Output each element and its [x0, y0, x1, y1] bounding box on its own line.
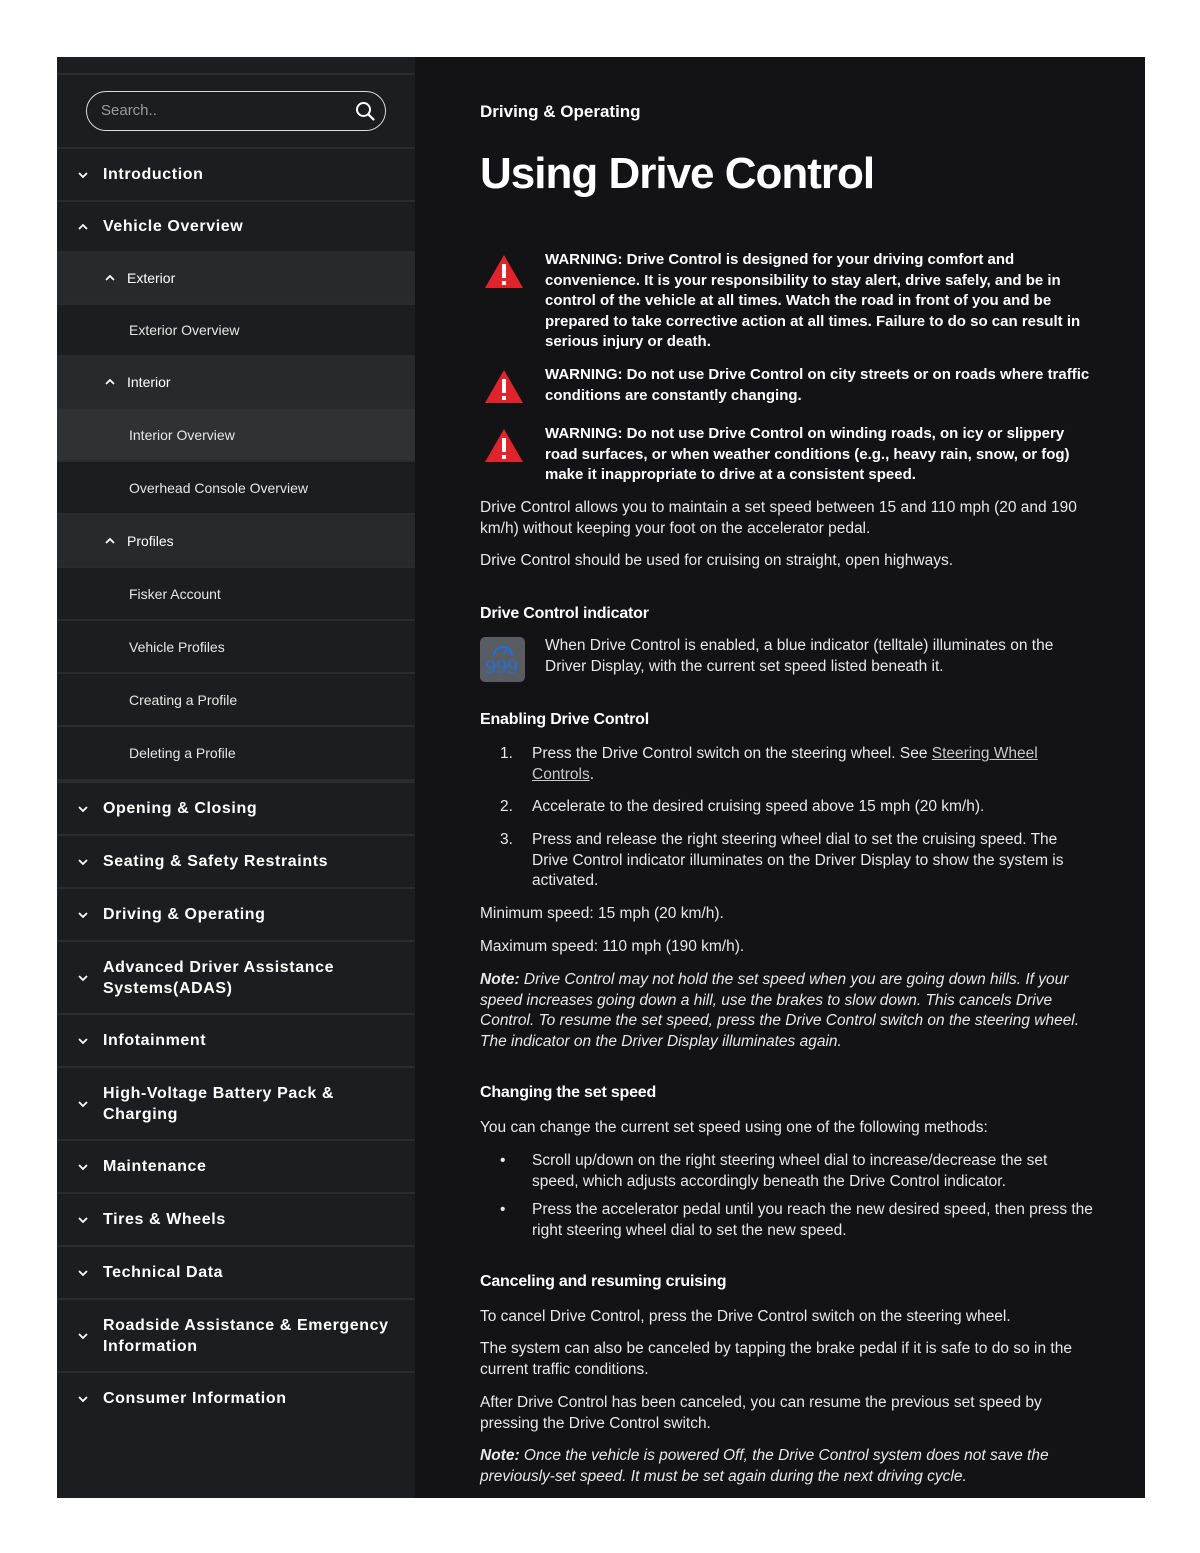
sidebar-item-label: Creating a Profile [129, 691, 238, 708]
warning-text: WARNING: Do not use Drive Control on winding roads, on icy or slippery road surfaces, or when weather conditions (e.g., heavy rain, snow, or fog) make it inappropriate to drive at a consistent speed. [545, 425, 1070, 483]
sidebar-item-label: Profiles [127, 532, 174, 549]
chevron-down-icon [77, 1330, 89, 1342]
chevron-down-icon [77, 909, 89, 921]
warning-icon [484, 428, 524, 464]
chevron-down-icon [77, 1098, 89, 1110]
chevron-down-icon [77, 1035, 89, 1047]
page-title: Using Drive Control [480, 149, 875, 198]
sidebar-item-overhead-console-overview[interactable] [57, 460, 415, 513]
section-heading: Changing the set speed [480, 1084, 657, 1101]
manual-page [57, 57, 1145, 1498]
sidebar-item-exterior-overview[interactable] [57, 303, 415, 355]
sidebar-item-label: Interior [127, 374, 171, 390]
list-text: Press the accelerator pedal until you reach the new desired speed, then press the right steering wheel dial to set the new speed. [532, 1201, 1093, 1239]
max-speed: Maximum speed: 110 mph (190 km/h). [480, 938, 745, 955]
search-box[interactable] [86, 91, 386, 131]
sidebar-item-interior-overview[interactable] [57, 407, 415, 460]
section-heading: Enabling Drive Control [480, 711, 649, 728]
sidebar-item-opening-closing[interactable] [57, 779, 415, 834]
warning-text: WARNING: Do not use Drive Control on city streets or on roads where traffic conditions are constantly changing. [545, 366, 1090, 404]
breadcrumb[interactable]: Driving & Operating [480, 102, 641, 121]
sidebar-item-label: Roadside Assistance & Emergency Information [103, 1316, 389, 1355]
sidebar-item-label: Fisker Account [129, 585, 221, 602]
note-paragraph [480, 1446, 1095, 1487]
sidebar-item-vehicle-profiles[interactable] [57, 619, 415, 672]
sidebar-item-label: Driving & Operating [103, 906, 266, 923]
chevron-down-icon [77, 803, 89, 815]
sidebar-item-label: Interior Overview [129, 426, 235, 443]
step-text: Press the Drive Control switch on the steering wheel. See [532, 745, 932, 762]
list-number: 1. [500, 745, 513, 762]
canceling-paragraph: The system can also be canceled by tapping the brake pedal if it is safe to do so in the current traffic conditions. [480, 1340, 1072, 1378]
sidebar-item-label: Opening & Closing [103, 800, 258, 817]
warning-icon [484, 254, 524, 290]
sidebar-item-label: Overhead Console Overview [129, 479, 308, 496]
changing-intro: You can change the current set speed using one of the following methods: [480, 1119, 988, 1136]
sidebar-item-label: Exterior [127, 270, 176, 286]
sidebar-item-roadside-assistance[interactable] [57, 1298, 415, 1371]
intro-paragraph: Drive Control allows you to maintain a set speed between 15 and 110 mph (20 and 190 km/h) without keeping your foot on the accelerator pedal. [480, 499, 1077, 537]
bullet: • [500, 1201, 506, 1218]
sidebar-item-maintenance[interactable] [57, 1139, 415, 1192]
chevron-down-icon [77, 1267, 89, 1279]
section-heading: Canceling and resuming cruising [480, 1273, 727, 1290]
indicator-description: When Drive Control is enabled, a blue indicator (telltale) illuminates on the Driver Display, with the current set speed listed beneath it. [545, 637, 1054, 675]
sidebar-item-fisker-account[interactable] [57, 566, 415, 619]
section-heading: Drive Control indicator [480, 605, 649, 622]
chevron-up-icon [104, 272, 116, 284]
note-text: Drive Control may not hold the set speed when you are going down hills. If your speed increases going down a hill, use the brakes to slow down. This cancels Drive Control. To resume the set speed, press the Drive Control switch on the steering wheel. The indicator on the Driver Display illuminates again. [480, 971, 1080, 1050]
search-input[interactable] [101, 92, 341, 129]
note-paragraph [480, 970, 1095, 1052]
warning-text: WARNING: Drive Control is designed for your driving comfort and convenience. It is your responsibility to stay alert, drive safely, and be in control of the vehicle at all times. Watch the road in front of you and be prepared to take corrective action at all times. Failure to do so can result in serious injury or death. [545, 251, 1081, 350]
sidebar-item-creating-a-profile[interactable] [57, 672, 415, 725]
canceling-paragraph: After Drive Control has been canceled, you can resume the previous set speed by pressing the Drive Control switch. [480, 1394, 1042, 1432]
sidebar [57, 57, 415, 1498]
sidebar-item-deleting-a-profile[interactable] [57, 725, 415, 779]
sidebar-item-introduction[interactable] [57, 147, 415, 200]
sidebar-item-exterior[interactable] [57, 251, 415, 303]
sidebar-item-adas[interactable] [57, 940, 415, 1013]
note-text: Once the vehicle is powered Off, the Drive Control system does not save the previously-set speed. It must be set again during the next driving cycle. [480, 1447, 1049, 1485]
sidebar-top-divider [57, 57, 415, 75]
sidebar-item-battery-charging[interactable] [57, 1066, 415, 1139]
canceling-paragraph: To cancel Drive Control, press the Drive Control switch on the steering wheel. [480, 1308, 1011, 1325]
sidebar-item-label: High-Voltage Battery Pack & Charging [103, 1084, 335, 1123]
list-text: Press and release the right steering wheel dial to set the cruising speed. The Drive Control indicator illuminates on the Driver Display to show the system is activated. [532, 831, 1064, 889]
sidebar-item-profiles[interactable] [57, 513, 415, 566]
note-label: Note: [480, 971, 520, 988]
list-text: Accelerate to the desired cruising speed above 15 mph (20 km/h). [532, 798, 985, 815]
sidebar-item-label: Deleting a Profile [129, 745, 236, 761]
sidebar-item-infotainment[interactable] [57, 1013, 415, 1066]
sidebar-item-label: Tires & Wheels [103, 1211, 226, 1228]
search-icon[interactable] [355, 101, 375, 121]
list-number: 2. [500, 798, 513, 815]
sidebar-item-seating-safety-restraints[interactable] [57, 834, 415, 887]
indicator-speed: 999 [485, 657, 518, 678]
chevron-down-icon [77, 169, 89, 181]
note-label: Note: [480, 1447, 520, 1464]
intro-paragraph: Drive Control should be used for cruising on straight, open highways. [480, 552, 954, 569]
chevron-down-icon [77, 1214, 89, 1226]
chevron-down-icon [77, 972, 89, 984]
list-number: 3. [500, 831, 513, 848]
sidebar-item-tires-wheels[interactable] [57, 1192, 415, 1245]
sidebar-item-label: Exterior Overview [129, 322, 240, 338]
chevron-down-icon [77, 1161, 89, 1173]
sidebar-item-label: Consumer Information [103, 1390, 287, 1407]
sidebar-item-label: Seating & Safety Restraints [103, 853, 329, 870]
sidebar-item-driving-operating[interactable] [57, 887, 415, 940]
step-text-end: . [589, 765, 595, 783]
steering-wheel-controls-link[interactable]: Steering Wheel Controls [532, 745, 1038, 783]
sidebar-item-technical-data[interactable] [57, 1245, 415, 1298]
sidebar-item-label: Advanced Driver Assistance Systems(ADAS) [103, 958, 335, 997]
list-text [532, 744, 1095, 785]
bullet: • [500, 1152, 506, 1169]
sidebar-item-consumer-information[interactable] [57, 1371, 415, 1424]
sidebar-item-label: Vehicle Profiles [129, 638, 225, 655]
sidebar-item-label: Vehicle Overview [103, 218, 244, 235]
sidebar-item-label: Maintenance [103, 1158, 207, 1175]
chevron-down-icon [77, 1393, 89, 1405]
chevron-up-icon [77, 221, 89, 233]
sidebar-item-label: Infotainment [103, 1032, 207, 1049]
sidebar-item-vehicle-overview[interactable] [57, 200, 415, 251]
warning-icon [484, 369, 524, 405]
sidebar-item-interior[interactable] [57, 355, 415, 407]
chevron-up-icon [104, 376, 116, 388]
drive-control-indicator-icon [480, 637, 525, 682]
sidebar-item-label: Introduction [103, 166, 204, 183]
min-speed: Minimum speed: 15 mph (20 km/h). [480, 905, 724, 922]
sidebar-item-label: Technical Data [103, 1264, 224, 1281]
chevron-up-icon [104, 535, 116, 547]
chevron-down-icon [77, 856, 89, 868]
list-text: Scroll up/down on the right steering wheel dial to increase/decrease the set speed, which adjusts accordingly beneath the Drive Control indicator. [532, 1152, 1048, 1190]
